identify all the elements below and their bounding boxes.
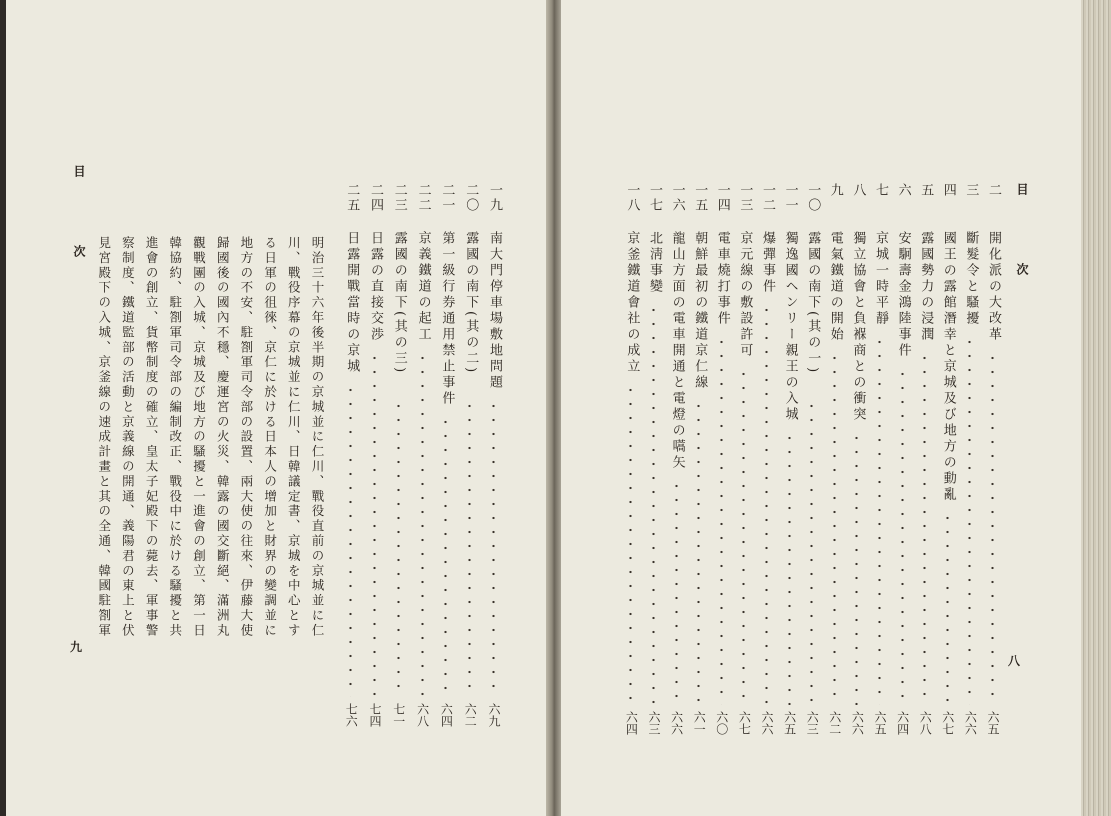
toc-entry-number: 一六 — [669, 183, 685, 213]
right-page-number: 八 — [1008, 654, 1021, 668]
leader-dots — [968, 335, 971, 705]
leader-dots — [833, 351, 836, 705]
page-edges — [1081, 0, 1111, 816]
toc-entry-page: 六四 — [624, 711, 639, 735]
toc-entry-page: 七六 — [344, 703, 359, 727]
toc-entry — [824, 183, 846, 743]
toc-entry-title: 爆彈事件 — [760, 231, 775, 295]
toc-entry-title: 朝鮮最初の鐵道京仁線 — [692, 231, 708, 391]
toc-entry — [666, 183, 688, 743]
toc-entry-number: 二五 — [344, 183, 360, 213]
toc-entry-number: 一八 — [624, 183, 640, 213]
toc-entry — [483, 183, 505, 743]
toc-entry-number: 四 — [940, 183, 956, 198]
toc-entry — [982, 183, 1004, 743]
toc-entry — [846, 183, 868, 743]
description-line: 進會の創立、貨幣制度の確立、皇太子妃殿下の薨去、軍事警 — [144, 236, 160, 639]
leader-dots — [697, 399, 700, 705]
toc-entry-page: 六六 — [963, 711, 978, 735]
leader-dots — [923, 351, 926, 705]
toc-entry-page: 六七 — [737, 711, 752, 735]
toc-entry-title: 獨逸國ヘンリー親王の入城 — [782, 231, 798, 423]
toc-entry-title: 安駉壽金鴻陸事件 — [895, 231, 911, 359]
toc-entry-page: 六〇 — [714, 711, 729, 735]
toc-entry-number: 一五 — [692, 183, 708, 213]
toc-entry-page: 六五 — [986, 711, 1000, 735]
toc-entry — [959, 183, 981, 743]
toc-entry-number: 一〇 — [805, 183, 821, 213]
toc-entry-number: 一四 — [714, 183, 730, 213]
toc-entry-number: 二二 — [415, 183, 431, 213]
leader-dots — [810, 399, 813, 705]
leader-dots — [946, 511, 949, 705]
toc-entry-page: 六七 — [940, 711, 955, 735]
toc-entry-page: 六八 — [918, 711, 933, 735]
book-gutter — [546, 0, 561, 816]
toc-entry-page: 六一 — [692, 711, 707, 735]
toc-entry-page: 六二 — [463, 703, 478, 727]
toc-entry — [435, 183, 457, 743]
description-line: 地方の不安、駐劄軍司令部の設置、兩大使の往來、伊藤大使 — [238, 236, 254, 639]
toc-entry-title: 日露開戰當時の京城 — [344, 231, 360, 375]
description-line: 歸國後の國內不穩、慶運宮の火災、韓露の國交斷絕、滿洲丸 — [215, 236, 231, 639]
leader-dots — [349, 383, 352, 697]
description-line: 察制度、鐵道監部の活動と京義線の開通、義陽君の東上と伏 — [120, 236, 136, 639]
toc-entry — [733, 183, 755, 743]
leader-dots — [901, 367, 904, 705]
toc-entry-title: 南大門停車場敷地問題 — [487, 231, 502, 391]
toc-entry — [364, 183, 386, 743]
leader-dots — [629, 383, 632, 705]
leader-dots — [991, 351, 994, 705]
leader-dots — [397, 399, 400, 697]
left-page-number: 九 — [70, 640, 83, 654]
toc-entry-title: 開化派の大改革 — [986, 231, 1001, 343]
toc-entry-page: 六四 — [895, 711, 910, 735]
toc-entry-page: 六二 — [827, 711, 842, 735]
toc-entry — [801, 183, 823, 743]
toc-entry-number: 一九 — [487, 183, 502, 213]
toc-entry-title: 電車燒打事件 — [714, 231, 730, 327]
leader-dots — [675, 479, 678, 705]
leader-dots — [788, 431, 791, 705]
toc-entry-page: 六六 — [669, 711, 684, 735]
leader-dots — [878, 335, 881, 705]
toc-entry — [388, 183, 410, 743]
left-page-header: 目 次 — [72, 165, 86, 285]
toc-entry — [756, 183, 778, 743]
leader-dots — [468, 399, 471, 697]
toc-entry-number: 八 — [850, 183, 866, 198]
description-line: る日軍の徂徠、京仁に於ける日本人の增加と財界の變調並に — [262, 236, 278, 639]
toc-entry — [711, 183, 733, 743]
toc-entry-number: 五 — [918, 183, 934, 198]
toc-entry-title: 京城一時平靜 — [873, 231, 888, 327]
leader-dots — [421, 351, 424, 697]
description-line: 川、戰役序幕の京城並に仁川、日韓議定書、京城を中心とす — [286, 236, 302, 639]
toc-entry-number: 二三 — [391, 183, 407, 213]
leader-dots — [373, 351, 376, 697]
toc-entry-page: 六四 — [439, 703, 454, 727]
toc-entry — [869, 183, 891, 743]
toc-entry-number: 一七 — [647, 183, 662, 213]
toc-entry-page: 六三 — [647, 711, 661, 735]
toc-entry-number: 二一 — [439, 183, 455, 213]
leader-dots — [492, 399, 495, 697]
toc-entry — [340, 183, 362, 743]
toc-entry — [937, 183, 959, 743]
toc-entry — [779, 183, 801, 743]
description-line: 明治三十六年後半期の京城並に仁川、戰役直前の京城並に仁 — [310, 236, 325, 639]
toc-entry — [459, 183, 481, 743]
toc-entry — [412, 183, 434, 743]
leader-dots — [765, 303, 768, 705]
toc-entry-title: 龍山方面の電車開通と電燈の嚆矢 — [669, 231, 685, 471]
toc-entry-title: 國王の露館潛幸と京城及び地方の動亂 — [940, 231, 956, 503]
toc-entry-title: 京元線の敷設許可 — [737, 231, 753, 359]
toc-entry-number: 六 — [895, 183, 911, 198]
toc-entry-title: 京釜鐵道會社の成立 — [624, 231, 640, 375]
toc-entry-title: 露國の南下(其の二) — [463, 231, 479, 376]
toc-entry-number: 二 — [986, 183, 1001, 198]
right-page-header: 目 次 — [1015, 183, 1029, 303]
toc-entry-title: 北淸事變 — [647, 231, 662, 295]
toc-entry-page: 六六 — [850, 711, 865, 735]
toc-entry-number: 一二 — [760, 183, 775, 213]
toc-entry-page: 六五 — [873, 711, 887, 735]
description-line: 韓協約、駐劄軍司令部の編制改正、戰役中に於ける騷擾と共 — [167, 236, 183, 639]
right-page — [561, 0, 1081, 816]
toc-entry-title: 斷髮令と騷擾 — [963, 231, 979, 327]
toc-entry-title: 日露の直接交渉 — [368, 231, 383, 343]
toc-entry-page: 六三 — [805, 711, 820, 735]
leader-dots — [720, 335, 723, 705]
description-line: 觀戰團の入城、京城及び地方の騷擾と一進會の創立、第一日 — [191, 236, 207, 639]
toc-entry-page: 六五 — [782, 711, 797, 735]
toc-entry-page: 七一 — [391, 703, 406, 727]
toc-entry — [914, 183, 936, 743]
toc-entry-page: 七四 — [368, 703, 382, 727]
toc-entry-title: 露國の南下(其の一) — [805, 231, 821, 376]
toc-entry-number: 七 — [873, 183, 888, 198]
toc-entry — [643, 183, 665, 743]
toc-entry-title: 電氣鐵道の開始 — [827, 231, 843, 343]
toc-entry-title: 露國の南下(其の三) — [391, 231, 407, 376]
toc-entry-title: 獨立協會と負褓商との衝突 — [850, 231, 866, 423]
toc-entry-number: 三 — [963, 183, 979, 198]
leader-dots — [742, 367, 745, 705]
toc-entry-title: 第一級行券通用禁止事件 — [439, 231, 455, 407]
leader-dots — [652, 303, 655, 705]
toc-entry-number: 九 — [827, 183, 843, 198]
toc-entry-page: 六九 — [487, 703, 501, 727]
toc-entry-page: 六八 — [415, 703, 430, 727]
toc-entry-title: 露國勢力の浸潤 — [918, 231, 934, 343]
toc-entry-number: 二〇 — [463, 183, 479, 213]
description-line: 見宮殿下の入城、京釜線の速成計畫と其の全通、韓國駐劄軍 — [96, 236, 112, 639]
toc-entry-number: 一一 — [782, 183, 798, 213]
toc-entry-page: 六六 — [760, 711, 774, 735]
toc-entry-title: 京義鐵道の起工 — [415, 231, 431, 343]
leader-dots — [444, 415, 447, 697]
toc-entry — [688, 183, 710, 743]
toc-entry — [620, 183, 642, 743]
toc-entry-number: 一三 — [737, 183, 753, 213]
toc-entry-number: 二四 — [368, 183, 383, 213]
leader-dots — [855, 431, 858, 705]
toc-entry — [892, 183, 914, 743]
left-page — [6, 0, 547, 816]
